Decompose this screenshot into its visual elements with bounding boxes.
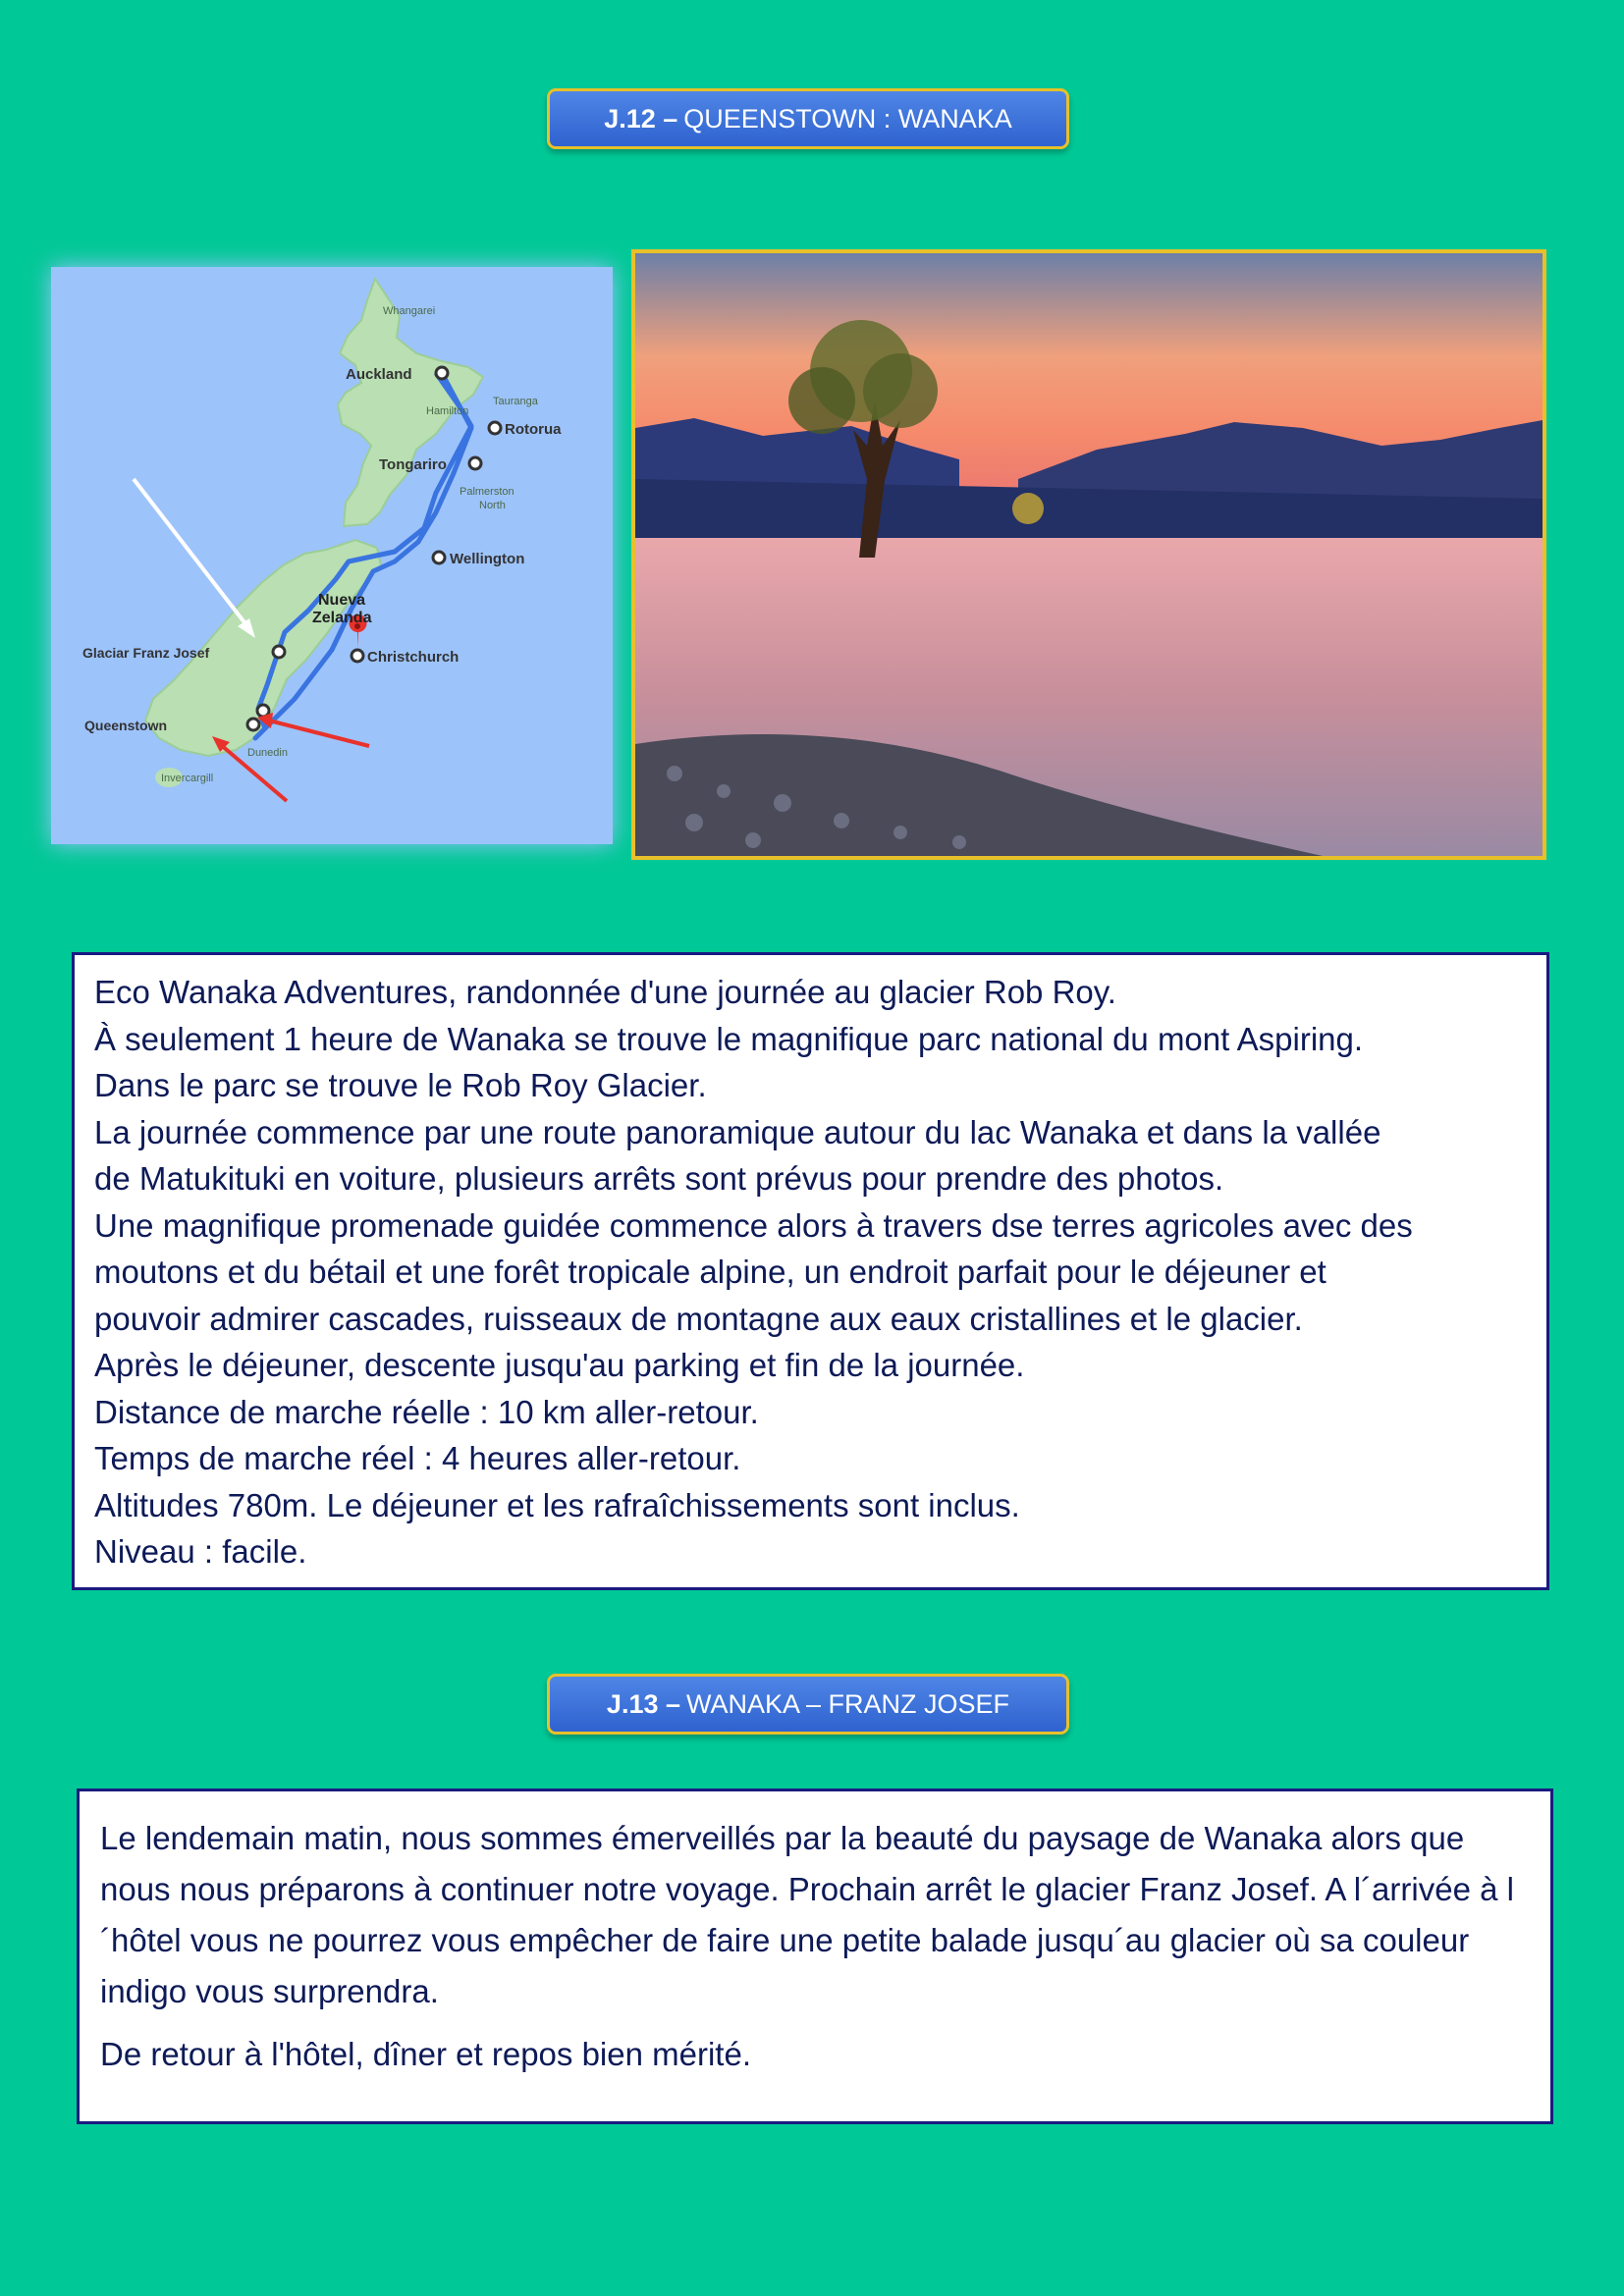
day12-line: Altitudes 780m. Le déjeuner et les rafraîchissements sont inclus.	[94, 1486, 1020, 1523]
day13-paragraph: De retour à l'hôtel, dîner et repos bien mérité.	[100, 2036, 751, 2072]
day12-line: de Matukituki en voiture, plusieurs arrêts sont prévus pour prendre des photos.	[94, 1160, 1224, 1197]
map-label-rotorua: Rotorua	[505, 421, 562, 438]
map-label-franz-josef: Glaciar Franz Josef	[82, 645, 210, 661]
map-label-tauranga: Tauranga	[493, 396, 538, 407]
day12-line: Niveau : facile.	[94, 1533, 307, 1570]
map-label-zelanda: Zelanda	[312, 610, 372, 626]
day12-line: moutons et du bétail et une forêt tropicale alpine, un endroit parfait pour le déjeuner et	[94, 1254, 1326, 1290]
map-label-tongariro: Tongariro	[379, 456, 447, 473]
map-label-invercargill: Invercargill	[161, 773, 214, 784]
day13-banner-route: WANAKA – FRANZ JOSEF	[686, 1688, 1010, 1719]
day13-paragraph: Le lendemain matin, nous sommes émerveillés par la beauté du paysage de Wanaka alors que nous nous préparons à continuer notre voyage. Prochain arrêt le glacier Franz Josef. A l´arrivée à l´hôtel vous ne pourrez vous empêcher de faire une petite balade jusqu´au glacier où sa couleur indigo vous surprendra.	[100, 1820, 1514, 2009]
map-label-dunedin: Dunedin	[247, 747, 288, 759]
day13-banner-day: J.13 –	[606, 1688, 680, 1719]
map-label-queenstown: Queenstown	[84, 718, 168, 733]
day12-banner-day: J.12 –	[604, 103, 678, 133]
new-zealand-route-map	[51, 267, 613, 844]
day12-line: Dans le parc se trouve le Rob Roy Glacier.	[94, 1067, 707, 1103]
day13-banner	[547, 1674, 1069, 1735]
map-label-hamilton: Hamilton	[426, 405, 469, 417]
map-label-whangarei: Whangarei	[383, 305, 436, 317]
map-label-auckland: Auckland	[346, 366, 412, 383]
map-label-christchurch: Christchurch	[367, 649, 460, 666]
day12-line: Eco Wanaka Adventures, randonnée d'une journée au glacier Rob Roy.	[94, 974, 1116, 1010]
day13-description	[77, 1789, 1553, 2124]
map-label-palmerston: Palmerston	[460, 486, 514, 498]
day12-line: Une magnifique promenade guidée commence alors à travers dse terres agricoles avec des	[94, 1206, 1413, 1244]
day12-line: La journée commence par une route panoramique autour du lac Wanaka et dans la vallée	[94, 1113, 1381, 1150]
day12-line: Après le déjeuner, descente jusqu'au parking et fin de la journée.	[94, 1347, 1025, 1383]
map-label-north: North	[479, 500, 506, 511]
map-label-nueva: Nueva	[318, 592, 366, 609]
map-label-wellington: Wellington	[450, 551, 525, 567]
day12-line: À seulement 1 heure de Wanaka se trouve le magnifique parc national du mont Aspiring.	[94, 1020, 1364, 1057]
day12-banner-route: QUEENSTOWN : WANAKA	[683, 103, 1012, 133]
day12-banner	[547, 88, 1069, 149]
day12-description	[72, 952, 1549, 1590]
day12-line: pouvoir admirer cascades, ruisseaux de montagne aux eaux cristallines et le glacier.	[94, 1300, 1303, 1337]
day12-line: Distance de marche réelle : 10 km aller-retour.	[94, 1393, 759, 1430]
wanaka-tree-photo	[631, 249, 1546, 860]
day12-line: Temps de marche réel : 4 heures aller-retour.	[94, 1440, 741, 1476]
